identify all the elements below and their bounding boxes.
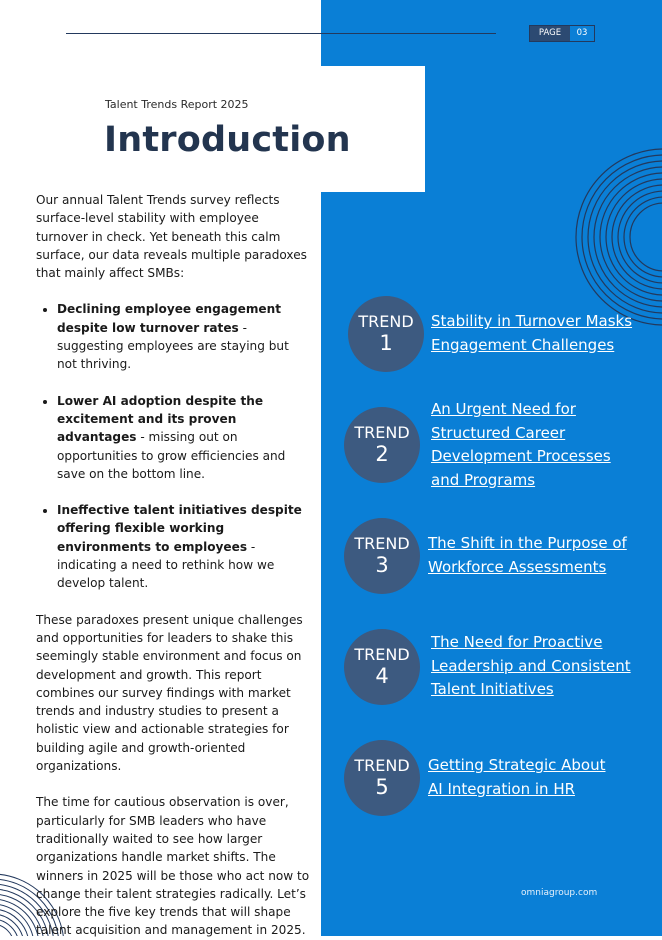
concentric-arcs-decoration <box>560 142 662 332</box>
header-rule <box>66 33 496 34</box>
trend-5-badge: TREND 5 <box>344 740 420 816</box>
trend-5-link[interactable]: Getting Strategic About AI Integration in HR <box>428 756 606 798</box>
body-paragraph: These paradoxes present unique challenges and opportunities for leaders to shake this seemingly stable environment and focus on development and growth. This report combines our survey findings with market trends and industry studies to present a holistic view and actionable strategies for building agile and growth-oriented organizations. <box>36 612 303 774</box>
page-label: PAGE <box>530 26 570 41</box>
footer-url[interactable]: omniagroup.com <box>521 888 598 898</box>
page-title: Introduction <box>104 120 351 160</box>
trend-3-link[interactable]: The Shift in the Purpose of Workforce Assessments <box>428 534 627 576</box>
list-item: • Declining employee engagement despite low turnover rates - suggesting employees are staying but not thriving. <box>57 300 311 373</box>
list-item: • Ineffective talent initiatives despite offering flexible working environments to employees - indicating a need to rethink how we develop talent. <box>57 501 311 592</box>
intro-paragraph: Our annual Talent Trends survey reflects surface-level stability with employee turnover in check. Yet beneath this calm surface, our data reveals multiple paradoxes that mainly affect SMBs: <box>36 193 307 281</box>
trend-1-link[interactable]: Stability in Turnover Masks Engagement Challenges <box>431 312 633 354</box>
list-item: • Lower AI adoption despite the excitement and its proven advantages - missing out on opportunities to grow efficiencies and save on the bottom line. <box>57 392 311 483</box>
trend-4-link[interactable]: The Need for Proactive Leadership and Consistent Talent Initiatives <box>431 633 631 698</box>
trend-4-badge: TREND 4 <box>344 629 420 705</box>
trend-1-badge: TREND 1 <box>348 296 424 372</box>
report-subtitle: Talent Trends Report 2025 <box>105 98 249 111</box>
page-badge <box>529 25 595 42</box>
trend-2-badge: TREND 2 <box>344 407 420 483</box>
body-text-column <box>36 191 311 940</box>
page-number: 03 <box>570 26 594 41</box>
body-paragraph: The time for cautious observation is over, particularly for SMB leaders who have traditionally waited to see how larger organizations handle market shifts. The winners in 2025 will be those who act now to change their talent strategies radically. Let’s explore the five key trends that will shape talent acquisition and management in 2025. <box>36 795 310 938</box>
trend-2-link[interactable]: An Urgent Need for Structured Career Development Processes and Programs <box>431 400 611 489</box>
trend-3-badge: TREND 3 <box>344 518 420 594</box>
paradox-list <box>36 300 311 592</box>
